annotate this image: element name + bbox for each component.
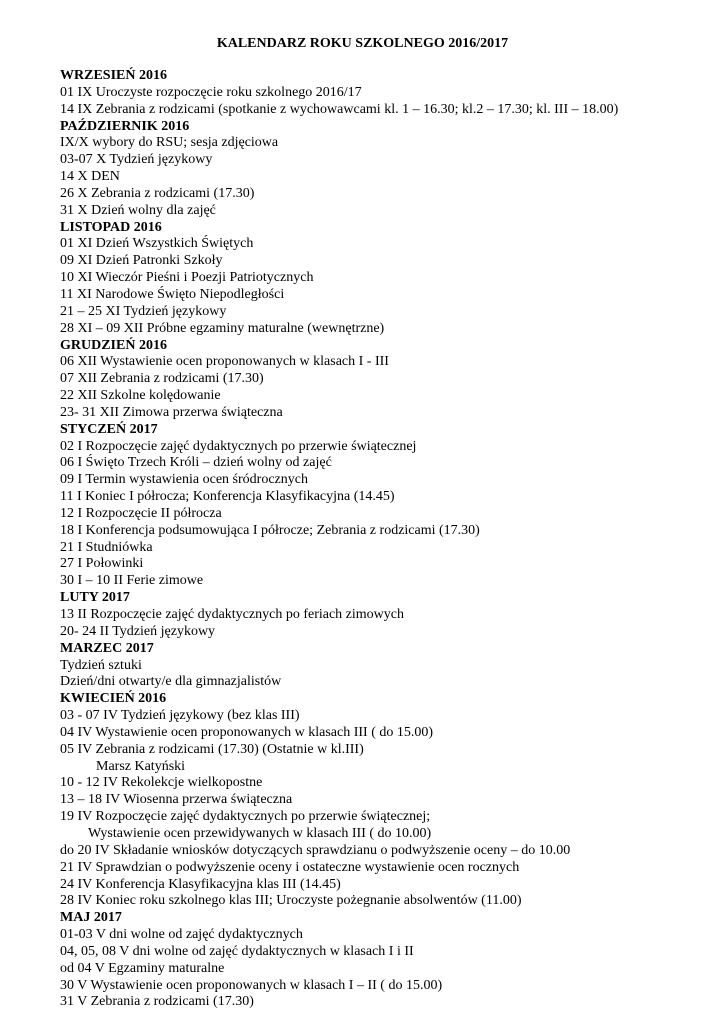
calendar-entry: 20- 24 II Tydzień językowy	[60, 623, 216, 639]
calendar-entry: 06 I Święto Trzech Króli – dzień wolny od zajęć	[60, 455, 332, 471]
calendar-entry: 09 I Termin wystawienia ocen śródrocznych	[60, 472, 308, 488]
calendar-entry: 22 XII Szkolne kolędowanie	[60, 388, 221, 404]
calendar-entry: 11 I Koniec I półrocza; Konferencja Klasyfikacyjna (14.45)	[60, 489, 395, 505]
calendar-entry: 13 II Rozpoczęcie zajęć dydaktycznych po feriach zimowych	[60, 607, 404, 622]
calendar-entry: Dzień/dni otwarty/e dla gimnazjalistów	[60, 674, 282, 690]
month-heading: KWIECIEŃ 2016	[60, 691, 167, 707]
calendar-entry: 09 XI Dzień Patronki Szkoły	[60, 253, 223, 269]
calendar-entry: 04, 05, 08 V dni wolne od zajęć dydaktycznych w klasach I i II	[60, 943, 414, 959]
calendar-entry: 12 I Rozpoczęcie II półrocza	[60, 505, 222, 521]
calendar-entry: 10 XI Wieczór Pieśni i Poezji Patriotycznych	[60, 270, 314, 286]
calendar-entry: 04 IV Wystawienie ocen proponowanych w klasach III ( do 15.00)	[60, 724, 434, 740]
calendar-list	[60, 68, 720, 1011]
calendar-entry: 07 XII Zebrania z rodzicami (17.30)	[60, 371, 264, 387]
calendar-entry: 01 XI Dzień Wszystkich Świętych	[60, 236, 254, 252]
month-heading: LUTY 2017	[60, 590, 130, 606]
calendar-entry: 02 I Rozpoczęcie zajęć dydaktycznych po przerwie świątecznej	[60, 438, 417, 454]
calendar-entry: 19 IV Rozpoczęcie zajęć dydaktycznych po przerwie świątecznej;	[60, 809, 431, 825]
calendar-entry: 23- 31 XII Zimowa przerwa świąteczna	[60, 404, 283, 420]
month-heading: MAJ 2017	[60, 910, 122, 926]
calendar-entry: 31 V Zebrania z rodzicami (17.30)	[60, 994, 254, 1010]
month-heading: GRUDZIEŃ 2016	[60, 337, 167, 353]
calendar-entry: 31 X Dzień wolny dla zajęć	[60, 202, 216, 218]
document-title: KALENDARZ ROKU SZKOLNEGO 2016/2017	[216, 36, 509, 51]
calendar-entry: 21 IV Sprawdzian o podwyższenie oceny i ostateczne wystawienie ocen rocznych	[60, 859, 520, 875]
calendar-entry: 03-07 X Tydzień językowy	[60, 152, 213, 168]
calendar-entry: 28 IV Koniec roku szkolnego klas III; Uroczyste pożegnanie absolwentów (11.00)	[60, 893, 522, 909]
calendar-entry: 21 – 25 XI Tydzień językowy	[60, 303, 227, 319]
calendar-entry: 28 XI – 09 XII Próbne egzaminy maturalne (wewnętrzne)	[60, 320, 385, 336]
calendar-entry: od 04 V Egzaminy maturalne	[60, 960, 225, 976]
calendar-entry: do 20 IV Składanie wniosków dotyczących sprawdzianu o podwyższenie oceny – do 10.00	[60, 842, 571, 858]
month-heading: PAŹDZIERNIK 2016	[60, 118, 190, 134]
calendar-entry: Tydzień sztuki	[60, 657, 142, 673]
calendar-entry: 27 I Połowinki	[60, 556, 144, 572]
calendar-entry: IX/X wybory do RSU; sesja zdjęciowa	[60, 135, 279, 151]
month-heading: WRZESIEŃ 2016	[60, 68, 167, 83]
calendar-entry: 21 I Studniówka	[60, 539, 153, 555]
calendar-entry: 30 I – 10 II Ferie zimowe	[60, 573, 204, 589]
month-heading: STYCZEŃ 2017	[60, 421, 158, 437]
calendar-entry: Wystawienie ocen przewidywanych w klasach III ( do 10.00)	[88, 825, 432, 841]
calendar-entry: 26 X Zebrania z rodzicami (17.30)	[60, 185, 255, 201]
calendar-entry: 24 IV Konferencja Klasyfikacyjna klas III (14.45)	[60, 876, 341, 892]
calendar-entry: 01-03 V dni wolne od zajęć dydaktycznych	[60, 927, 303, 943]
calendar-entry: 06 XII Wystawienie ocen proponowanych w klasach I - III	[60, 354, 389, 370]
calendar-entry: 14 IX Zebrania z rodzicami (spotkanie z wychowawcami kl. 1 – 16.30; kl.2 – 17.30; kl. III – 18.00)	[60, 101, 619, 117]
calendar-entry: 03 - 07 IV Tydzień językowy (bez klas III)	[60, 708, 300, 724]
calendar-entry: 13 – 18 IV Wiosenna przerwa świąteczna	[60, 792, 293, 808]
calendar-entry: Marsz Katyński	[96, 758, 186, 774]
calendar-entry: 30 V Wystawienie ocen proponowanych w klasach I – II ( do 15.00)	[60, 977, 443, 993]
month-heading: MARZEC 2017	[60, 640, 154, 656]
calendar-entry: 14 X DEN	[60, 169, 120, 185]
calendar-entry: 05 IV Zebrania z rodzicami (17.30) (Ostatnie w kl.III)	[60, 741, 364, 757]
calendar-entry: 01 IX Uroczyste rozpoczęcie roku szkolnego 2016/17	[60, 84, 362, 100]
calendar-entry: 11 XI Narodowe Święto Niepodległości	[60, 286, 285, 302]
month-heading: LISTOPAD 2016	[60, 219, 162, 235]
calendar-entry: 18 I Konferencja podsumowująca I półrocze; Zebrania z rodzicami (17.30)	[60, 522, 480, 538]
calendar-entry: 10 - 12 IV Rekolekcje wielkopostne	[60, 775, 263, 791]
